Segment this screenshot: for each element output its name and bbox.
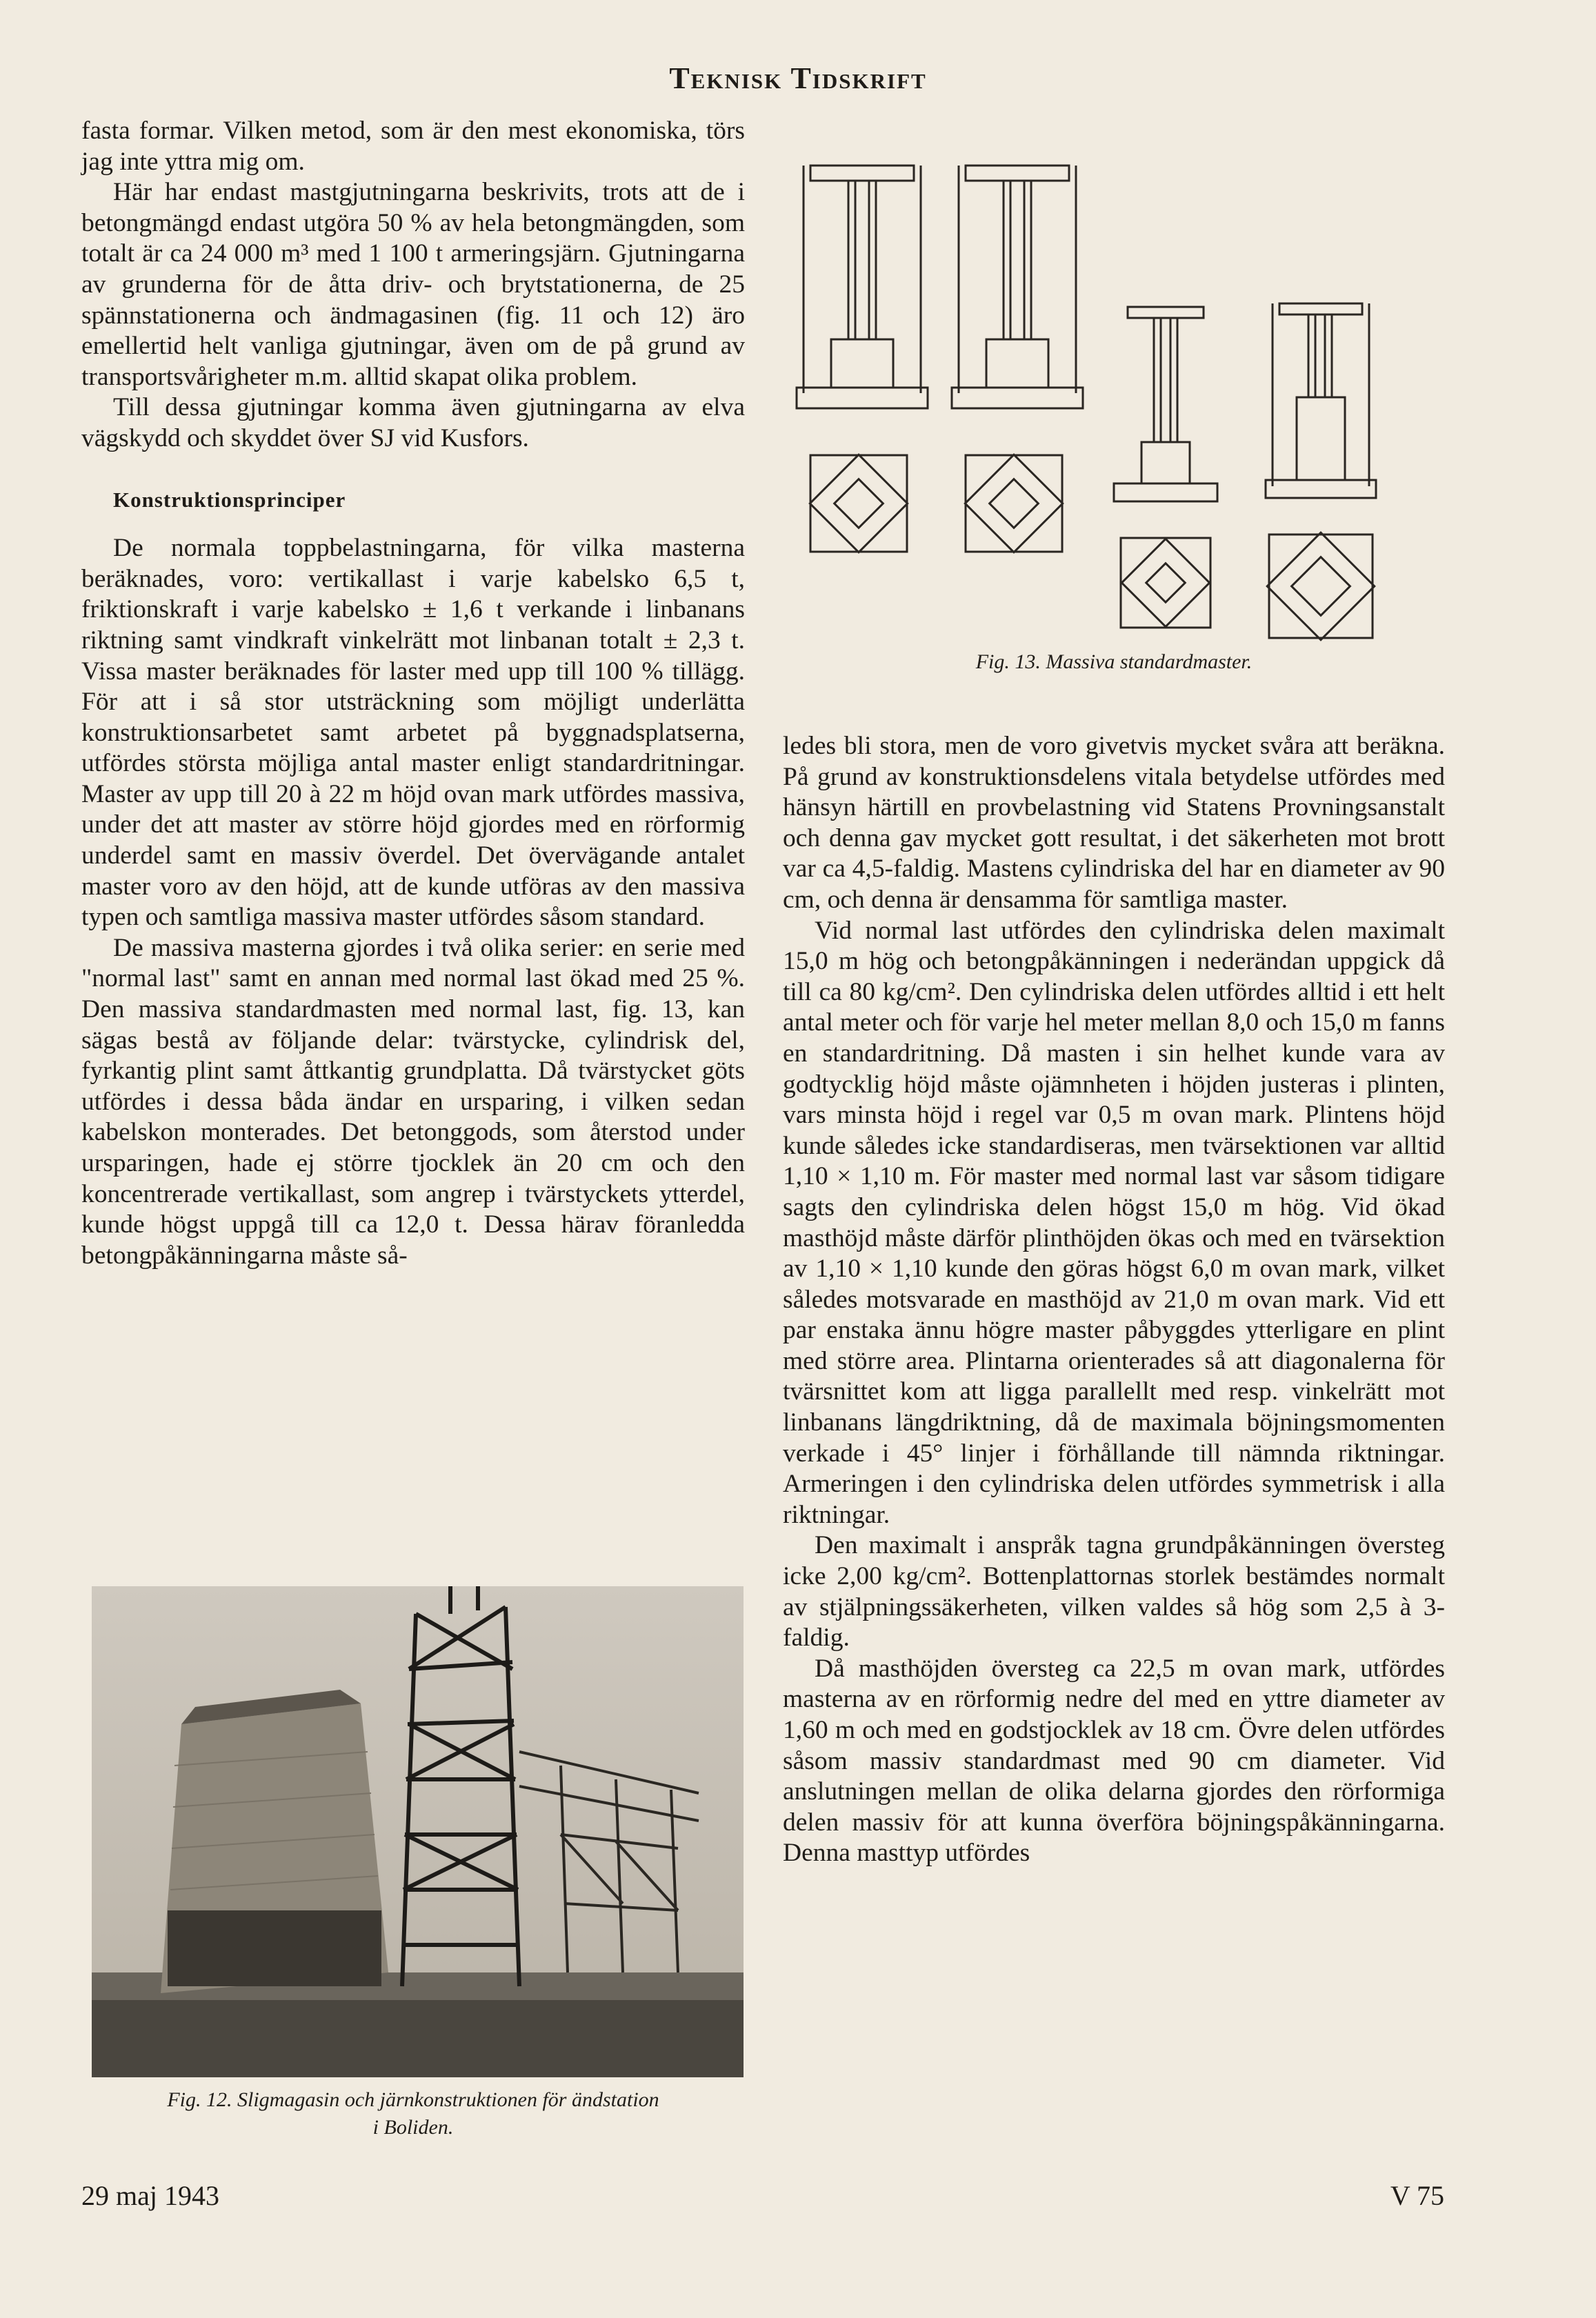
right-column	[783, 731, 1445, 1869]
left-column	[81, 116, 745, 1271]
footer-date: 29 maj 1943	[81, 2180, 219, 2211]
sligmagasin-photo-image	[92, 1586, 744, 2077]
page-number: V 75	[1390, 2180, 1444, 2211]
mast-drawings-image	[783, 110, 1445, 648]
paragraph: fasta formar. Vilken metod, som är den mest ekonomiska, törs jag inte yttra mig om.	[81, 117, 745, 176]
section-heading: Konstruktionsprinciper	[113, 487, 346, 512]
figure-13-drawing	[783, 110, 1445, 662]
paragraph: Den maximalt i anspråk tagna grundpåkänningen översteg icke 2,00 kg/cm². Bottenplattornas storlek bestämdes normalt av stjälpningssäkerheten, vilken valdes så hög som 2,5 à 3-faldig.	[783, 1531, 1445, 1652]
paragraph: De normala toppbelastningarna, för vilka masterna beräknades, voro: vertikallast i varje kabelsko 6,5 t, friktionskraft i varje kabelsko ± 1,6 t verkande i linbanans riktning samt vindkraft vinkelrätt mot linbanan totalt ± 2,3 t. Vissa master beräknades för laster med upp till 100 % tillägg. För att i så stor utsträckning som möjligt underlätta konstruktionsarbetet samt arbetet på byggnadsplatserna, utfördes största möjliga antal master enligt standardritningar. Master av upp till 20 à 22 m höjd ovan mark utfördes massiva, under det att master av större höjd gjordes med en rörformig underdel samt en massiv överdel. Det övervägande antalet master voro av den höjd, att de kunde utföras av den massiva typen och samtliga massiva master utfördes såsom standard.	[81, 534, 745, 932]
figure-12-caption	[81, 2086, 745, 2141]
caption-line: Fig. 12. Sligmagasin och järnkonstruktionen för ändstation	[167, 2088, 659, 2111]
paragraph: Här har endast mastgjutningarna beskrivits, trots att de i betongmängd endast utgöra 50 % av hela betongmängden, som totalt är ca 24 000 m³ med 1 100 t armeringsjärn. Gjutningarna av grunderna för de åtta driv- och brytstationerna, de 25 spännstationerna och ändmagasinen (fig. 11 och 12) äro emellertid helt vanliga gjutningar, även om de på grund av transportsvårigheter m.m. alltid skapat olika problem.	[81, 178, 745, 391]
figure-12-photo	[92, 1586, 744, 2077]
journal-header: Teknisk Tidskrift	[669, 61, 927, 95]
paragraph: De massiva masterna gjordes i två olika serier: en serie med "normal last" samt en annan med normal last ökad med 25 %. Den massiva standardmasten med normal last, fig. 13, kan sägas bestå av följande delar: tvärstycke, cylindrisk del, fyrkantig plint samt åttkantig grundplatta. Då tvärstycket göts utfördes i dessa båda ändar en ursparing, i vilken sedan kabelskon monterades. Det betonggods, som återstod under ursparingen, hade ej större tjocklek än 20 cm och den koncentrerade vertikallast, som angrep i tvärstyckets ytterdel, kunde högst uppgå till ca 12,0 t. Dessa härav föranledda betongpåkänningarna måste så-	[81, 933, 745, 1270]
paragraph: Till dessa gjutningar komma även gjutningarna av elva vägskydd och skyddet över SJ vid Kusfors.	[81, 393, 745, 452]
paragraph: ledes bli stora, men de voro givetvis mycket svåra att beräkna. På grund av konstruktionsdelens vitala betydelse utfördes med hänsyn härtill en provbelastning vid Statens Provningsanstalt och denna gav mycket gott resultat, i det säkerheten mot brott var ca 4,5-faldig. Mastens cylindriska del har en diameter av 90 cm, och denna är densamma för samtliga master.	[783, 732, 1445, 914]
paragraph: Vid normal last utfördes den cylindriska delen maximalt 15,0 m hög och betongpåkänningen i nederändan uppgick då till ca 80 kg/cm². Den cylindriska delen utfördes alltid i ett helt antal meter och för varje hel meter mellan 8,0 och 15,0 m fanns en standardritning. Då masten i sin helhet kunde vara av godtycklig höjd måste ojämnheten i höjden justeras i plinten, vars minsta höjd i regel var 0,5 m ovan mark. Plintens höjd kunde således icke standardiseras, men tvärsektionen var alltid 1,10 × 1,10 m. För master med normal last var såsom tidigare sagts den cylindriska delen högst 15,0 m hög. Vid ökad masthöjd måste därför plinthöjden ökas och med en tvärsektion av 1,10 × 1,10 kunde den göras högst 6,0 m ovan mark, vilket således motsvarade en masthöjd av 21,0 m ovan mark. Vid ett par enstaka ännu högre master påbyggdes ytterligare en plint med större area. Plintarna orienterades så att diagonalerna för tvärsnittet kom att ligga parallellt med resp. vinkelrätt mot linbanans längdriktning, då de maximala böjningsmomenten verkade i 45° linjer i förhållande till nämnda riktningar. Armeringen i den cylindriska delen utfördes symmetrisk i alla riktningar.	[783, 916, 1445, 1529]
caption-line: i Boliden.	[372, 2116, 454, 2139]
figure-13-caption: Fig. 13. Massiva standardmaster.	[975, 650, 1253, 673]
paragraph: Då masthöjden översteg ca 22,5 m ovan mark, utfördes masterna av en rörformig nedre del med en yttre diameter av 1,60 m och med en godstjocklek av 18 cm. Övre delen utfördes såsom massiv standardmast med 90 cm diameter. Vid anslutningen mellan de olika delarna gjordes den rörformiga delen massiv för att kunna överföra böjningspåkänningarna. Denna masttyp utfördes	[783, 1654, 1445, 1868]
